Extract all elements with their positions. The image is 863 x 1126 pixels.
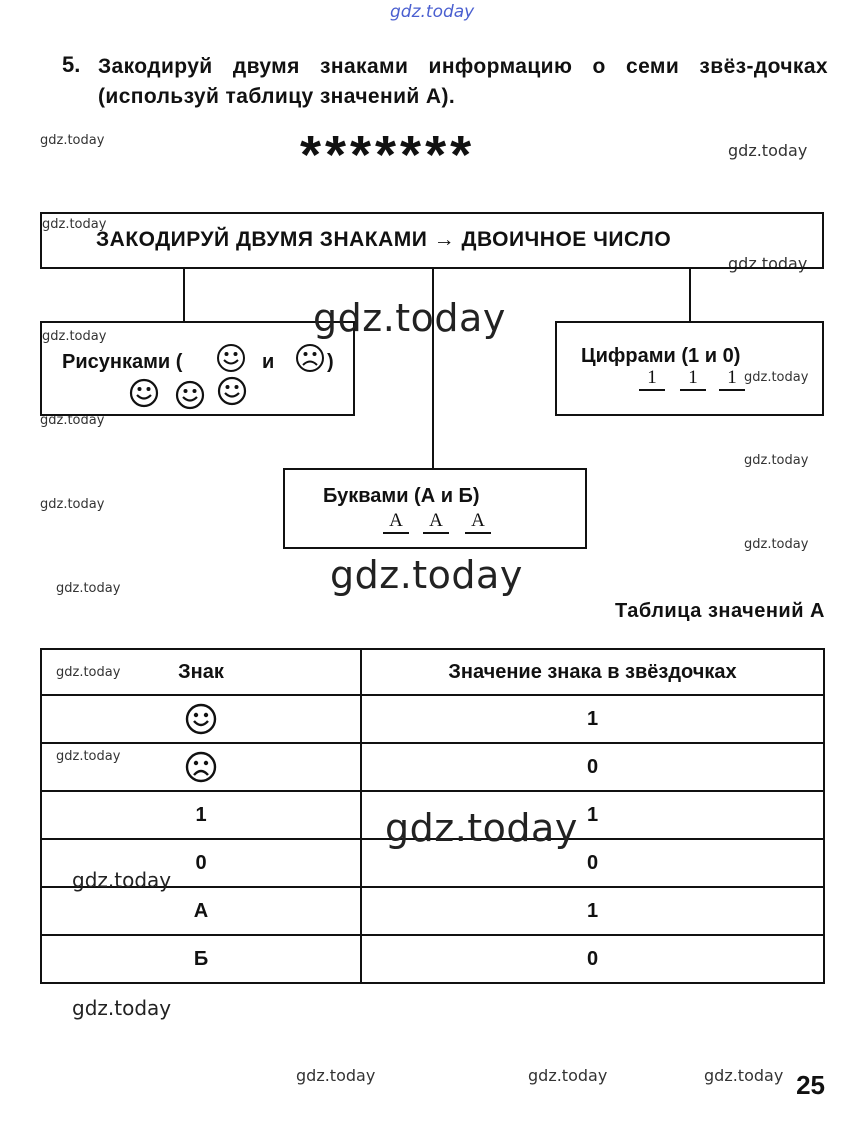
- digit-answer: 1: [639, 367, 665, 391]
- table-row: [41, 743, 824, 791]
- task-number: 5.: [62, 52, 81, 77]
- pictures-box-label: Рисунками (: [62, 351, 183, 373]
- stars: *******: [300, 125, 476, 185]
- smiley-answer-icon: [216, 375, 248, 407]
- watermark: gdz.today: [42, 217, 107, 232]
- pictures-box-close: ): [327, 351, 334, 373]
- table-row: [41, 935, 824, 983]
- value-cell: 1: [361, 887, 824, 935]
- value-cell: 0: [361, 935, 824, 983]
- table-header: Значение знака в звёздочках: [361, 649, 824, 695]
- smiley-face-icon: [216, 343, 246, 373]
- watermark: gdz.today: [728, 254, 808, 273]
- digits-box: [555, 321, 824, 416]
- watermark-large: gdz.today: [330, 553, 523, 597]
- value-cell: 0: [361, 743, 824, 791]
- watermark: gdz.today: [42, 329, 107, 344]
- watermark-top: gdz.today: [390, 2, 475, 22]
- table-header-row: [41, 649, 824, 695]
- task-text: Закодируй двумя знаками информацию о семи звёз-дочках (используй таблицу значений А).: [98, 55, 828, 108]
- watermark: gdz.today: [72, 868, 172, 892]
- letter-answer: А: [423, 510, 449, 534]
- watermark: gdz.today: [56, 581, 121, 596]
- watermark: gdz.today: [744, 537, 809, 552]
- smiley-answer-icon: [128, 377, 160, 409]
- watermark: gdz.today: [728, 141, 808, 160]
- watermark: gdz.today: [40, 413, 105, 428]
- sign-cell: 1: [41, 791, 361, 839]
- watermark: gdz.today: [704, 1066, 784, 1085]
- value-cell: 1: [361, 695, 824, 743]
- connector-line: [183, 269, 185, 321]
- sign-cell: [41, 695, 361, 743]
- watermark: gdz.today: [56, 665, 121, 680]
- sign-cell: А: [41, 887, 361, 935]
- watermark: gdz.today: [296, 1066, 376, 1085]
- smiley-face-icon: [184, 702, 218, 736]
- watermark: gdz.today: [744, 370, 809, 385]
- letters-box: [283, 468, 587, 549]
- watermark: gdz.today: [528, 1066, 608, 1085]
- digit-answer: 1: [680, 367, 706, 391]
- letter-answer: А: [383, 510, 409, 534]
- table-row: [41, 695, 824, 743]
- watermark-large: gdz.today: [313, 296, 506, 340]
- connector-line: [689, 269, 691, 321]
- top-box: [40, 212, 824, 269]
- sign-cell: Б: [41, 935, 361, 983]
- value-cell: 0: [361, 839, 824, 887]
- table-row: [41, 887, 824, 935]
- top-box-label: ЗАКОДИРУЙ ДВУМЯ ЗНАКАМИ → ДВОИЧНОЕ ЧИСЛО: [96, 228, 672, 251]
- pictures-box: [40, 321, 355, 416]
- watermark: gdz.today: [56, 749, 121, 764]
- watermark: gdz.today: [40, 133, 105, 148]
- sign-cell: 0: [41, 839, 361, 887]
- letter-answer: А: [465, 510, 491, 534]
- pictures-box-and: и: [262, 351, 275, 373]
- smiley-answer-icon: [174, 379, 206, 411]
- digit-answer: 1: [719, 367, 745, 391]
- watermark: gdz.today: [40, 497, 105, 512]
- value-cell: 1: [361, 791, 824, 839]
- watermark-large: gdz.today: [385, 806, 578, 850]
- table-header: Знак: [41, 649, 361, 695]
- sad-face-icon: [184, 750, 218, 784]
- page-number: 25: [796, 1070, 825, 1100]
- letters-box-label: Буквами (А и Б): [323, 485, 480, 507]
- digits-box-label: Цифрами (1 и 0): [581, 345, 741, 367]
- watermark: gdz.today: [72, 996, 172, 1020]
- sad-face-icon: [295, 343, 325, 373]
- table-caption: Таблица значений А: [615, 600, 825, 622]
- watermark: gdz.today: [744, 453, 809, 468]
